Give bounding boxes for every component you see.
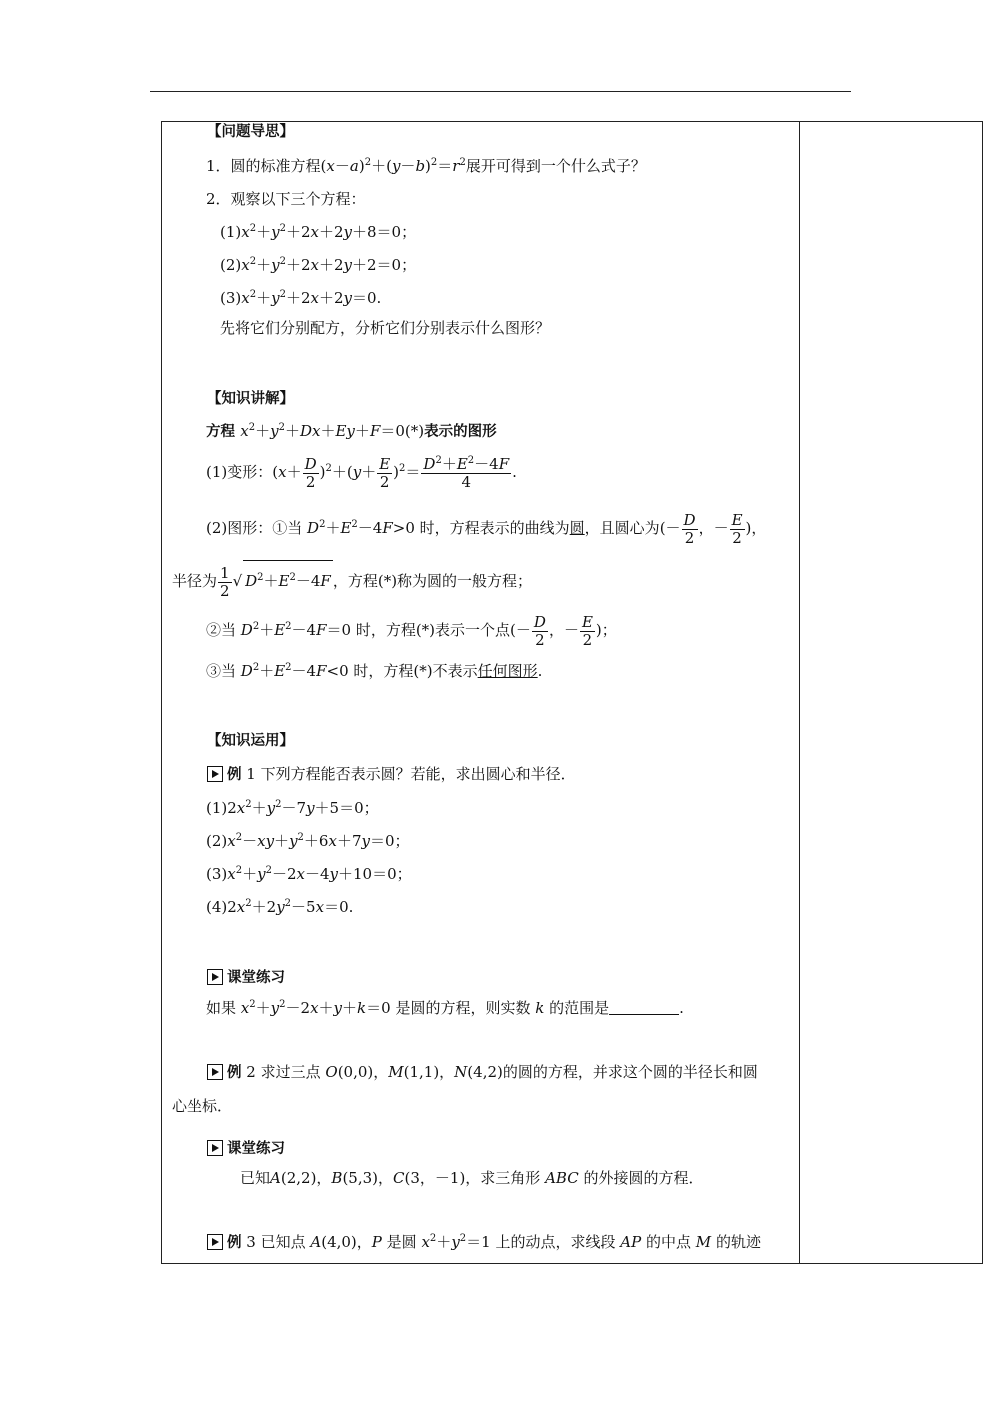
column-divider — [799, 121, 800, 1264]
guide-question-2: 2．观察以下三个方程： — [206, 190, 366, 208]
lecture-graph-case-3: ③当 $D^2+E^2-4F<0$ 时，方程(*)不表示任何图形. — [206, 662, 543, 680]
practice-heading-2: 课堂练习 — [207, 1139, 285, 1159]
example-1: 例 1 下列方程能否表示圆？若能，求出圆心和半径． — [207, 764, 576, 785]
example-1-part-1: $(1)2x^2+y^2-7y+5=0$； — [206, 799, 379, 817]
lecture-transform: (1)变形：(x＋ $\frac{D}{2}$ )$^2$＋(y＋ $\frac{E}{2}$ )$^2$＝ $\frac{D^2+E^2-4F}{4}$ . — [206, 454, 517, 491]
play-icon — [207, 766, 223, 782]
play-icon — [207, 969, 223, 985]
lecture-graph-case-1: (2)图形：①当 $D^2+E^2-4F>0$ 时，方程表示的曲线为圆，且圆心为(－ $\frac{D}{2}$ ，－ $\frac{E}{2}$ )， — [206, 510, 767, 547]
example-1-part-2: $(2)x^2-xy+y^2+6x+7y=0$； — [206, 832, 410, 850]
play-icon — [207, 1234, 223, 1250]
play-icon — [207, 1140, 223, 1156]
section-heading-apply: 【知识运用】 — [207, 733, 294, 749]
guide-ask: 先将它们分别配方，分析它们分别表示什么图形？ — [220, 319, 551, 337]
lecture-radius: 半径为 $\frac{1}{2}$ √ $D^2+E^2-4F$ ，方程(*)称为圆的一般方程； — [172, 560, 532, 601]
guide-equation-2: $(2)x^2+y^2+2x+2y+2=0$； — [220, 256, 417, 274]
practice-2: 已知A(2,2)，B(5,3)，C(3，－1)，求三角形 ABC 的外接圆的方程． — [240, 1169, 704, 1187]
example-3: 例 3 已知点 A(4,0)，P 是圆 $x^2+y^2=1$ 上的动点，求线段 AP 的中点 M 的轨迹 — [207, 1232, 761, 1253]
example-1-part-4: $(4)2x^2+2y^2-5x=0$. — [206, 898, 354, 916]
practice-1: 如果 $x^2+y^2-2x+y+k=0$ 是圆的方程，则实数 k 的范围是 . — [206, 999, 684, 1017]
lecture-graph-case-2: ②当 $D^2+E^2-4F=0$ 时，方程(*)表示一个点(－ $\frac{D}{2}$ ，－ $\frac{E}{2}$ )； — [206, 612, 617, 649]
practice-heading-1: 课堂练习 — [207, 968, 285, 988]
example-2-tail: 心坐标． — [172, 1097, 233, 1115]
answer-blank[interactable] — [609, 1000, 679, 1015]
header-rule — [150, 91, 851, 92]
guide-equation-3: $(3)x^2+y^2+2x+2y=0$. — [220, 289, 382, 307]
guide-equation-1: $(1)x^2+y^2+2x+2y+8=0$； — [220, 223, 417, 241]
lecture-title: 方程 $x^2+y^2+Dx+Ey+F=0(*)$表示的图形 — [206, 422, 497, 440]
section-heading-guide: 【问题导思】 — [207, 124, 294, 140]
guide-question-1: 1．圆的标准方程$(x-a)^2+(y-b)^2=r^2$展开可得到一个什么式子？ — [206, 157, 646, 175]
example-2: 例 2 求过三点 O(0,0)，M(1,1)，N(4,2)的圆的方程，并求这个圆的半径长和圆 — [207, 1062, 758, 1083]
example-1-part-3: $(3)x^2+y^2-2x-4y+10=0$； — [206, 865, 412, 883]
play-icon — [207, 1064, 223, 1080]
section-heading-lecture: 【知识讲解】 — [207, 391, 294, 407]
